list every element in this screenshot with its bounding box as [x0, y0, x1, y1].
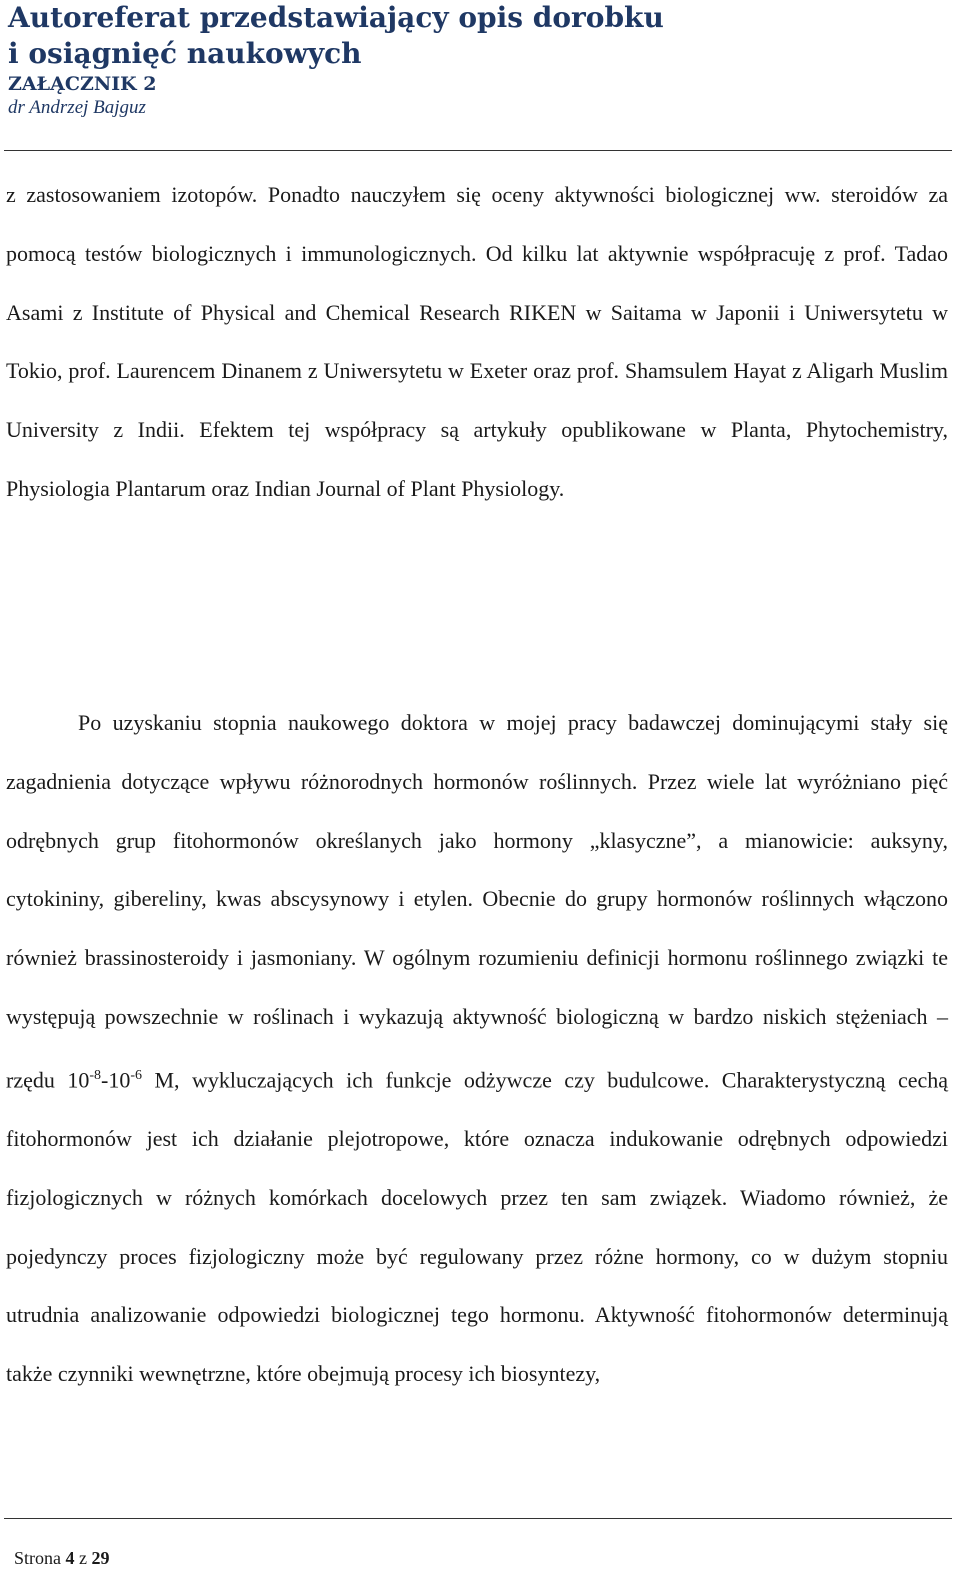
body-paragraph-2-container: [6, 694, 948, 1404]
footer-divider: [4, 1518, 952, 1519]
page-word: Strona: [14, 1548, 61, 1568]
body-paragraph-1: z zastosowaniem izotopów. Ponadto nauczyłem się oceny aktywności biologicznej ww. steroidów za pomocą testów biologicznych i immunologicznych. Od kilku lat aktywnie współpracuję z prof. Tadao Asami z Institute of Physical and Chemical Research RIKEN w Saitama w Japonii i Uniwersytetu w Tokio, prof. Laurencem Dinanem z Uniwersytetu w Exeter oraz prof. Shamsulem Hayat z Aligarh Muslim University z Indii. Efektem tej współpracy są artykuły opublikowane w Planta, Phytochemistry, Physiologia Plantarum oraz Indian Journal of Plant Physiology.: [6, 182, 948, 501]
header-divider: [4, 150, 952, 151]
author-name: dr Andrzej Bajguz: [8, 97, 146, 118]
body-paragraph-1-container: [6, 166, 948, 519]
exponent-minus-8: -8: [89, 1067, 101, 1083]
total-pages: 29: [91, 1548, 110, 1568]
range-dash-ten: -10: [101, 1067, 131, 1093]
attachment-label: ZAŁĄCZNIK 2: [8, 73, 157, 95]
document-title-line-2: i osiągnięć naukowych: [8, 37, 362, 70]
document-title-line-1: Autoreferat przedstawiający opis dorobku: [8, 1, 664, 34]
of-word: z: [79, 1548, 87, 1568]
page-header: [8, 0, 952, 120]
paragraph-2-text-end: M, wykluczających ich funkcje odżywcze czy budulcowe. Charakterystyczną cechą fitohormonów jest ich działanie plejotropowe, które oznacza indukowanie odrębnych odpowiedzi fizjologicznych w różnych komórkach docelowych przez ten sam związek. Wiadomo również, że pojedynczy proces fizjologiczny może być regulowany przez różne hormony, co w dużym stopniu utrudnia analizowanie odpowiedzi biologicznej tego hormonu. Aktywność fitohormonów determinują także czynniki wewnętrzne, które obejmują procesy ich biosyntezy,: [6, 1067, 949, 1387]
paragraph-2-text-start: Po uzyskaniu stopnia naukowego doktora w mojej pracy badawczej dominującymi stały się zagadnienia dotyczące wpływu różnorodnych hormonów roślinnych. Przez wiele lat wyróżniano pięć odrębnych grup fitohormonów określanych jako hormony „klasyczne”, a mianowicie: auksyny, cytokininy, gibereliny, kwas abscysynowy i etylen. Obecnie do grupy hormonów roślinnych włączono również brassinosteroidy i jasmoniany. W ogólnym rozumieniu definicji hormonu roślinnego związki te występują powszechnie w roślinach i wykazują aktywność biologiczną w bardzo niskich stężeniach – rzędu 10: [6, 710, 948, 1093]
body-paragraph-2: [6, 694, 948, 1404]
exponent-minus-6: -6: [130, 1067, 142, 1083]
page-number: 4: [65, 1548, 75, 1568]
page-footer: [14, 1547, 110, 1569]
